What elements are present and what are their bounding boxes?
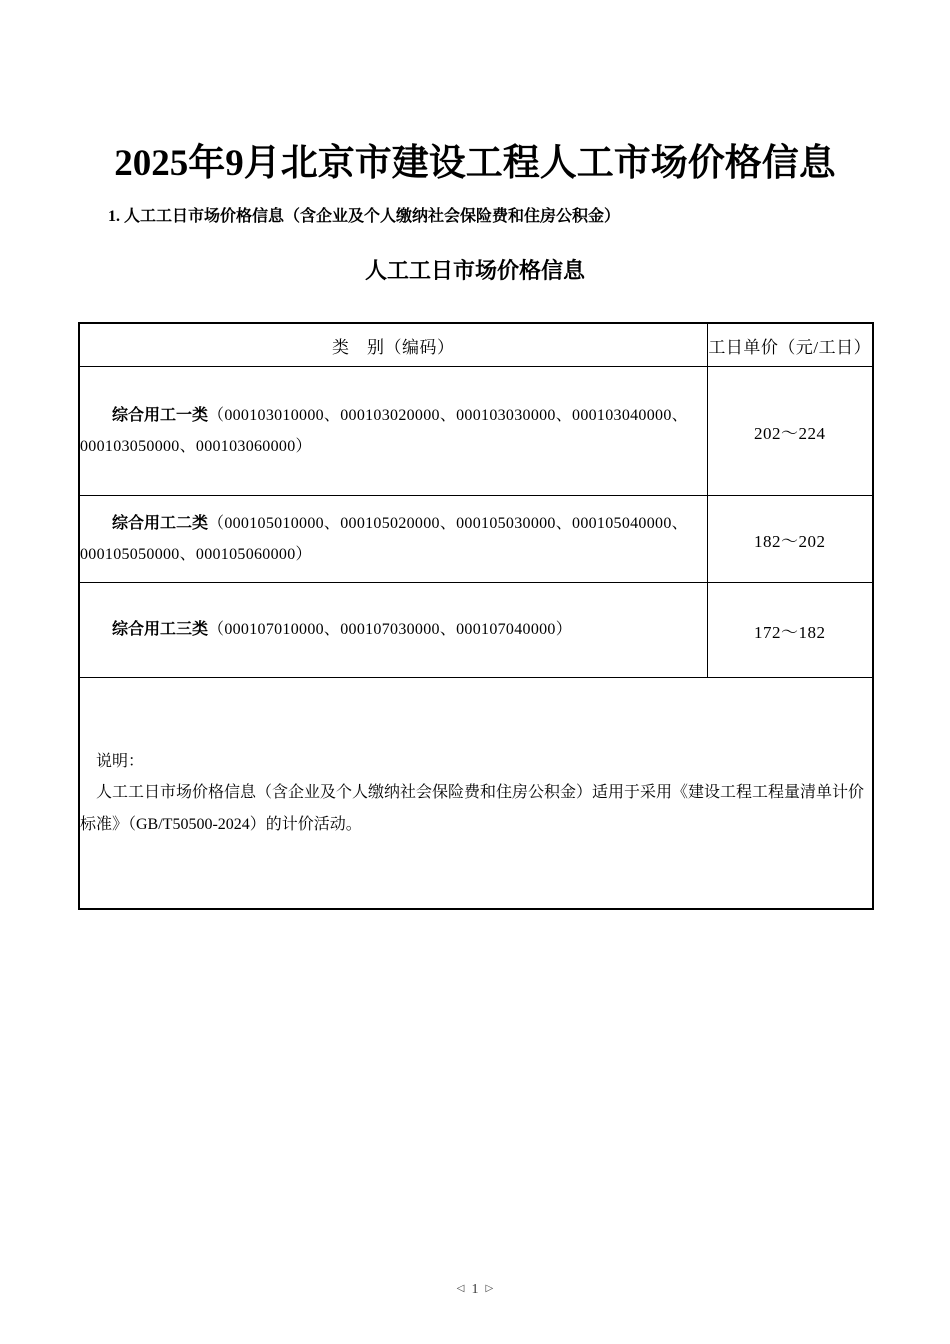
cell-note [79,678,873,910]
table-header-row [79,323,873,367]
cell-price: 182～202 [707,496,873,583]
table-caption: 人工工日市场价格信息 [364,258,585,283]
page-number: 1 [471,1282,479,1297]
note-label: 说明： [96,753,145,771]
next-page-icon[interactable]: ▷ [485,1283,494,1294]
note-body: 人工工日市场价格信息（含企业及个人缴纳社会保险费和住房公积金）适用于采用《建设工程工程量清单计价标准》（GB/T50500-2024）的计价活动。 [80,784,865,833]
cell-category [79,496,707,583]
cell-price: 172～182 [707,583,873,678]
table-note-row [79,678,873,910]
category-codes: （000105010000、000105020000、000105030000、000105040000、000105050000、000105060000） [80,514,688,563]
column-header-price: 工日单价（元/工日） [707,323,873,367]
column-header-category: 类 别（编码） [79,323,707,367]
cell-price: 202～224 [707,367,873,496]
table-row [79,367,873,496]
previous-page-icon[interactable]: ◁ [456,1283,465,1294]
table-row [79,583,873,678]
page-title: 2025年9月北京市建设工程人工市场价格信息 [114,142,836,184]
cell-category [79,583,707,678]
cell-category [79,367,707,496]
labor-price-table [78,322,874,910]
table-row [79,496,873,583]
page-footer [0,1282,950,1298]
category-codes: （000103010000、000103020000、000103030000、000103040000、000103050000、000103060000） [80,406,688,455]
category-name: 综合用工一类 [112,406,209,424]
category-codes: （000107010000、000107030000、000107040000） [208,621,573,639]
section-heading: 1. 人工工日市场价格信息（含企业及个人缴纳社会保险费和住房公积金） [108,208,621,225]
category-name: 综合用工三类 [112,621,209,639]
category-name: 综合用工二类 [112,514,209,532]
